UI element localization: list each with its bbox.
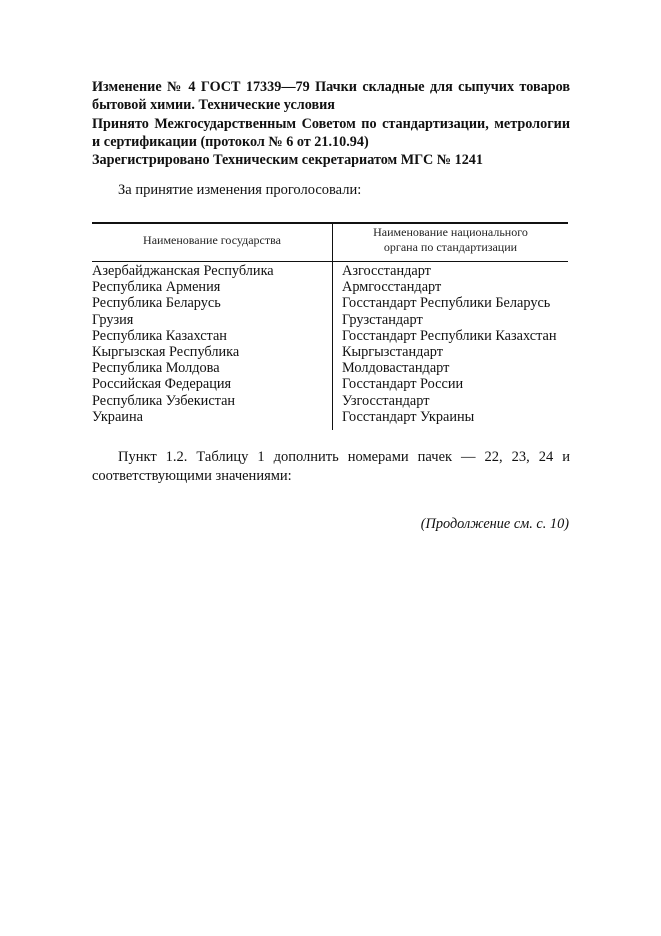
table-row bbox=[92, 393, 568, 409]
table-row bbox=[92, 409, 568, 425]
state-cell: Республика Узбекистан bbox=[92, 392, 236, 409]
state-cell: Российская Федерация bbox=[92, 376, 232, 393]
table-row bbox=[92, 360, 568, 376]
table-row bbox=[92, 376, 568, 392]
intro-text: За принятие изменения проголосовали: bbox=[118, 182, 362, 198]
state-cell: Республика Казахстан bbox=[92, 327, 227, 344]
amendment-title: Изменение № 4 ГОСТ 17339—79 Пачки складные для сыпучих товаров бытовой химии. Технические условия bbox=[92, 79, 570, 113]
state-cell: Украина bbox=[92, 408, 143, 425]
clause-text: Пункт 1.2. Таблицу 1 дополнить номерами пачек — 22, 23, 24 и соответствующими значениями: bbox=[92, 449, 570, 484]
body-cell: Молдовастандарт bbox=[342, 360, 450, 377]
body-cell: Кыргызстандарт bbox=[342, 343, 443, 360]
table-row bbox=[92, 344, 568, 360]
body-cell: Госстандарт Республики Казахстан bbox=[342, 327, 557, 344]
column-header-body-line1: Наименование национального bbox=[373, 225, 528, 239]
state-cell: Республика Беларусь bbox=[92, 295, 221, 312]
body-cell: Госстандарт России bbox=[342, 376, 464, 393]
table-row bbox=[92, 312, 568, 328]
state-cell: Азербайджанская Республика bbox=[92, 263, 274, 279]
state-cell: Кыргызская Республика bbox=[92, 343, 240, 360]
table-row bbox=[92, 263, 568, 279]
table-row bbox=[92, 328, 568, 344]
table-top-rule bbox=[92, 222, 568, 224]
column-header-state: Наименование государства bbox=[143, 233, 281, 247]
body-cell: Госстандарт Республики Беларусь bbox=[342, 295, 551, 312]
state-cell: Республика Молдова bbox=[92, 360, 220, 377]
body-cell: Армгосстандарт bbox=[342, 279, 442, 296]
continuation-note: (Продолжение см. с. 10) bbox=[420, 516, 569, 532]
table-row bbox=[92, 295, 568, 311]
adopted-by: Принято Межгосударственным Советом по стандартизации, метрологии и сертификации (протокол № 6 от 21.10.94) bbox=[92, 116, 570, 150]
column-header-body bbox=[333, 225, 568, 255]
body-cell: Узгосстандарт bbox=[342, 392, 430, 409]
column-header-body-line2: органа по стандартизации bbox=[383, 240, 518, 254]
body-cell: Госстандарт Украины bbox=[342, 408, 475, 425]
body-cell: Грузстандарт bbox=[342, 311, 423, 328]
body-cell: Азгосстандарт bbox=[342, 263, 431, 279]
registration: Зарегистрировано Техническим секретариатом МГС № 1241 bbox=[92, 152, 483, 168]
table-body bbox=[92, 262, 568, 425]
table-row bbox=[92, 279, 568, 295]
state-cell: Грузия bbox=[92, 311, 134, 328]
state-cell: Республика Армения bbox=[92, 279, 221, 296]
